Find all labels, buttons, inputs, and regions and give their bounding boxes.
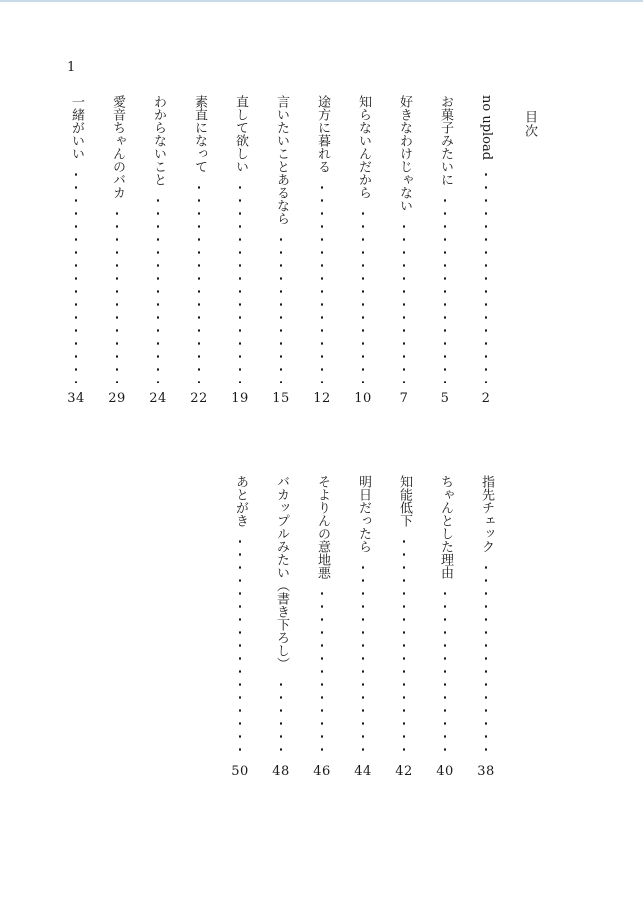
dot-leader	[444, 194, 446, 383]
toc-entry-title: 途方に暮れる	[315, 95, 330, 173]
toc-entry[interactable]	[433, 475, 457, 780]
toc-entry-page: 22	[190, 391, 208, 406]
toc-entry-title: 愛音ちゃんのバカ	[110, 95, 125, 199]
toc-entry-title: 素直になって	[192, 95, 207, 173]
toc-entry-page: 46	[313, 764, 331, 779]
toc-entry[interactable]	[392, 475, 416, 780]
toc-entry[interactable]	[64, 95, 88, 407]
dot-leader	[198, 181, 200, 383]
dot-leader	[280, 233, 282, 383]
toc-entry-page: 24	[149, 391, 167, 406]
dot-leader	[403, 220, 405, 383]
dot-leader	[239, 535, 241, 756]
toc-entry[interactable]	[228, 475, 252, 780]
toc-entry-page: 15	[272, 391, 290, 406]
dot-leader	[485, 561, 487, 756]
dot-leader	[75, 168, 77, 383]
toc-entry-page: 34	[67, 391, 85, 406]
toc-entry[interactable]	[351, 475, 375, 780]
dot-leader	[485, 168, 487, 383]
toc-entry-page: 19	[231, 391, 249, 406]
toc-entry-title: 一緒がいい	[69, 95, 84, 160]
toc-entry-title: 言いたいことあるなら	[274, 95, 289, 225]
toc-entry-title: 好きなわけじゃない	[397, 95, 412, 212]
toc-entry-title: あとがき	[233, 475, 248, 527]
page-number: 1	[67, 60, 76, 75]
dot-leader	[321, 181, 323, 383]
toc-entry[interactable]	[187, 95, 211, 407]
toc-entry-page: 10	[354, 391, 372, 406]
dot-leader	[239, 181, 241, 383]
toc-entry-title: 知能低下	[397, 475, 412, 527]
dot-leader	[362, 207, 364, 383]
toc-entry-title: お菓子みたいに	[438, 95, 453, 186]
toc-entry-page: 7	[399, 391, 409, 406]
toc-entry-page: 40	[436, 764, 454, 779]
dot-leader	[280, 678, 282, 756]
toc-entry-title: 直して欲しい	[233, 95, 248, 173]
dot-leader	[157, 194, 159, 383]
toc-entry-page: 50	[231, 764, 249, 779]
toc-entry-page: 12	[313, 391, 331, 406]
toc-entry[interactable]	[269, 95, 293, 407]
toc-entry-page: 42	[395, 764, 413, 779]
toc-entry[interactable]	[310, 95, 334, 407]
dot-leader	[116, 207, 118, 383]
toc-entry[interactable]	[474, 95, 498, 407]
dot-leader	[321, 587, 323, 756]
toc-entry[interactable]	[310, 475, 334, 780]
toc-entry-page: 48	[272, 764, 290, 779]
toc-entry-title: バカップルみたい（書き下ろし）	[274, 475, 289, 670]
toc-entry-page: 29	[108, 391, 126, 406]
toc-entry[interactable]	[146, 95, 170, 407]
toc-entry-title: ちゃんとした理由	[438, 475, 453, 579]
dot-leader	[362, 561, 364, 756]
toc-entry-title: 知らないんだから	[356, 95, 371, 199]
toc-entry[interactable]	[351, 95, 375, 407]
toc-entry-page: 44	[354, 764, 372, 779]
dot-leader	[403, 535, 405, 756]
toc-entry[interactable]	[433, 95, 457, 407]
toc-entry[interactable]	[105, 95, 129, 407]
toc-entry-page: 5	[440, 391, 450, 406]
toc-entry-page: 2	[481, 391, 491, 406]
toc-entry-title: no upload	[479, 95, 494, 161]
toc-entry[interactable]	[269, 475, 293, 780]
toc-entry-title: そよりんの意地悪	[315, 475, 330, 579]
toc-entry-page: 38	[477, 764, 495, 779]
toc-entry[interactable]	[474, 475, 498, 780]
toc-entry-title: 指先チェック	[479, 475, 494, 553]
toc-entry-title: わからないこと	[151, 95, 166, 186]
dot-leader	[444, 587, 446, 756]
toc-title: 目次	[522, 110, 537, 138]
toc-entry[interactable]	[228, 95, 252, 407]
toc-entry[interactable]	[392, 95, 416, 407]
top-border	[0, 0, 643, 2]
toc-entry-title: 明日だったら	[356, 475, 371, 553]
